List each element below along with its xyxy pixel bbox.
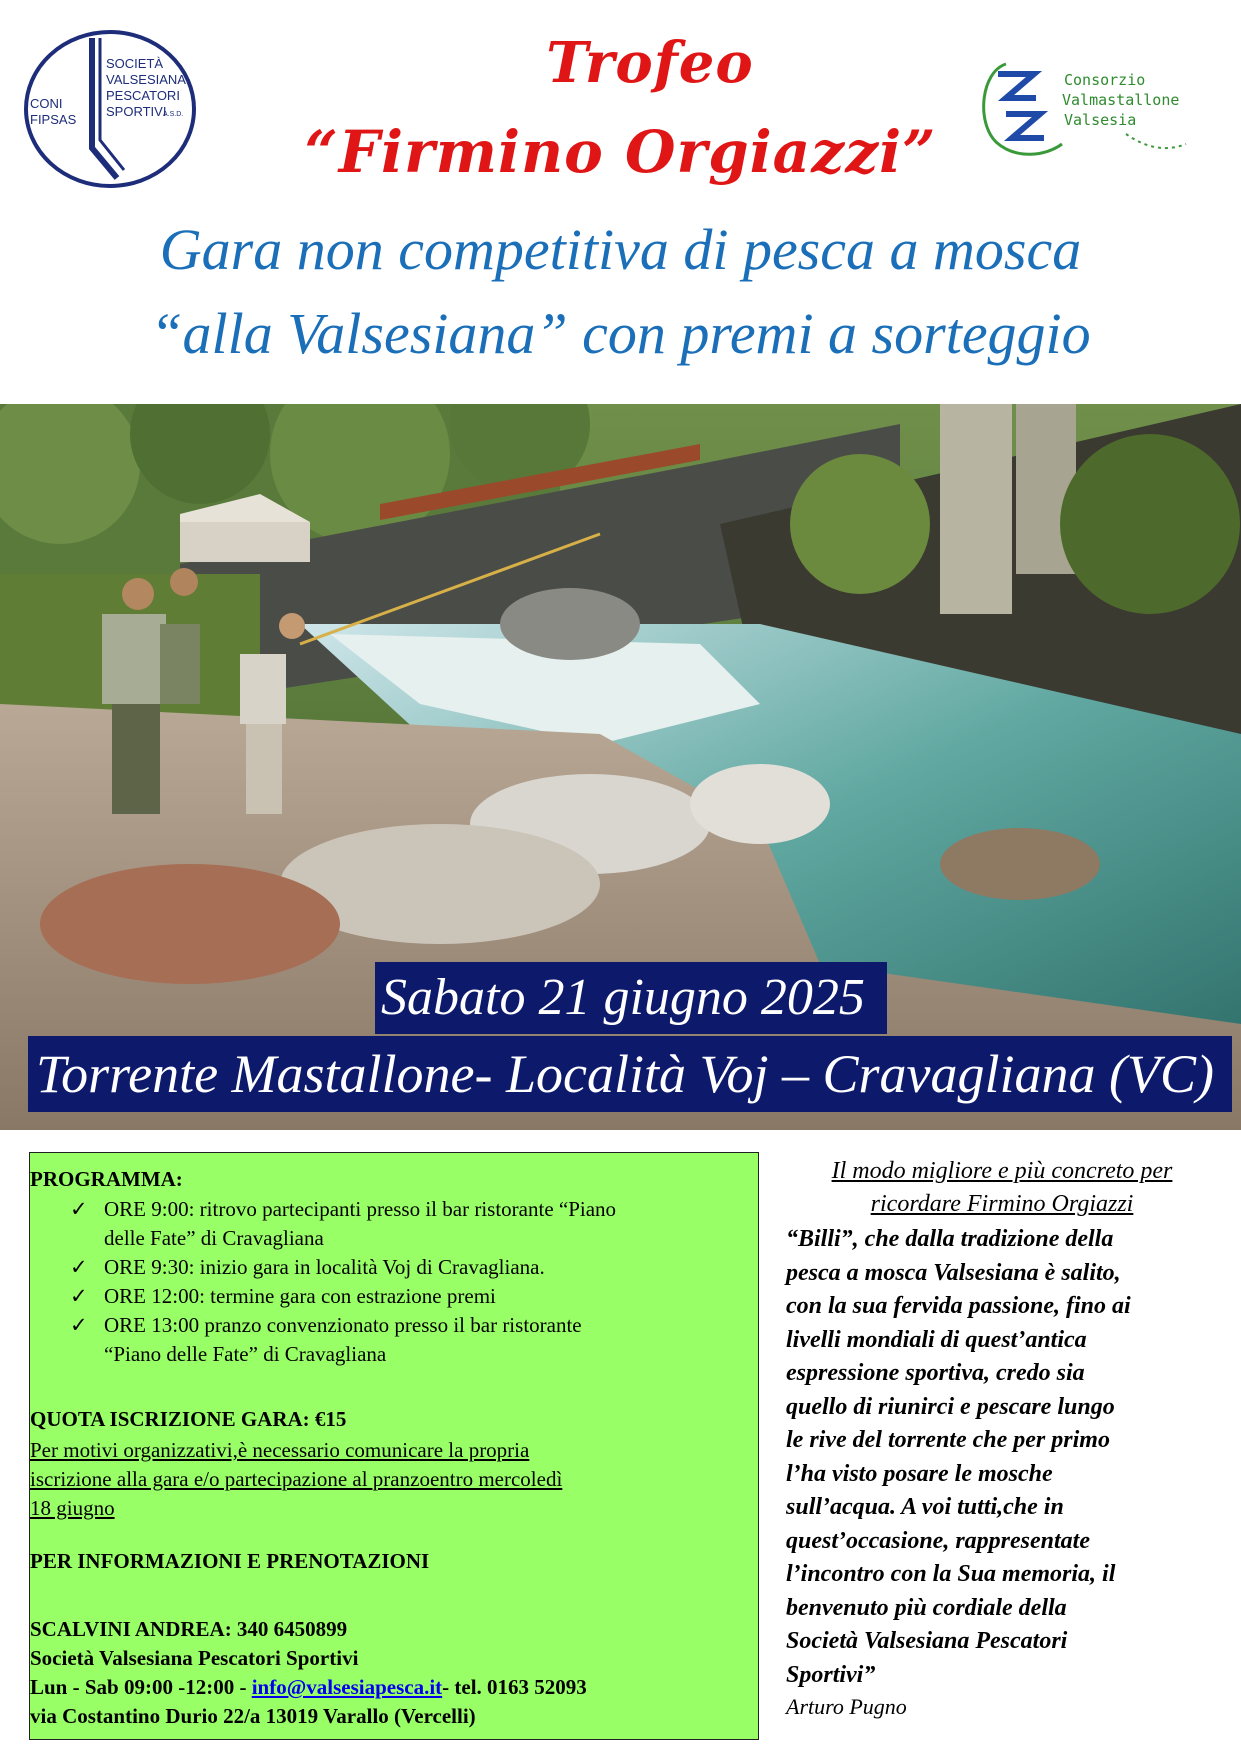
- programma-box: [29, 1152, 759, 1740]
- quote-body: [782, 1223, 1222, 1692]
- programma-title: PROGRAMMA:: [30, 1167, 183, 1191]
- contact-org: Società Valsesiana Pescatori Sportivi: [30, 1646, 359, 1670]
- quote-heading: [782, 1155, 1222, 1221]
- quote-line: livelli mondiali di quest’antica: [786, 1326, 1087, 1353]
- info-title: PER INFORMAZIONI E PRENOTAZIONI: [30, 1549, 430, 1573]
- consorzio-line1: Consorzio: [1064, 71, 1146, 89]
- consorzio-line2: Valmastallone: [1062, 91, 1180, 109]
- list-item: [30, 1195, 750, 1253]
- title-name: “Firmino Orgiazzi”: [304, 118, 937, 186]
- quote-line: Società Valsesiana Pescatori: [786, 1628, 1068, 1654]
- list-item-text: ORE 9:30: inizio gara in località Voj di Cravagliana.: [104, 1255, 545, 1279]
- title-trofeo: Trofeo: [546, 30, 754, 96]
- quote-line: espressione sportiva, credo sia: [786, 1360, 1085, 1386]
- quote-line: quest’occasione, rappresentate: [786, 1527, 1090, 1554]
- list-item-text: “Piano delle Fate” di Cravagliana: [104, 1342, 387, 1366]
- logo-text-2: VALSESIANA: [106, 72, 186, 87]
- quote-author: Arturo Pugno: [786, 1694, 907, 1719]
- quota-note-line: Per motivi organizzativi,è necessario comunicare la propria: [30, 1438, 530, 1462]
- quote-heading-line: ricordare Firmino Orgiazzi: [870, 1191, 1134, 1217]
- list-item-text: ORE 12:00: termine gara con estrazione premi: [104, 1284, 496, 1308]
- quote-line: benvenuto più cordiale della: [786, 1594, 1067, 1621]
- checkmark-icon: ✓: [70, 1255, 88, 1279]
- quote-line: quello di riunirci e pescare lungo: [786, 1393, 1115, 1420]
- list-item: [30, 1282, 750, 1311]
- memorial-quote: [782, 1155, 1222, 1722]
- list-item-text: ORE 9:00: ritrovo partecipanti presso il bar ristorante “Piano: [104, 1197, 617, 1221]
- logo-text-suffix: A.S.D.: [163, 111, 184, 118]
- logo-fipsas: FIPSAS: [30, 112, 77, 127]
- quote-line: Sportivi”: [786, 1661, 876, 1688]
- quote-line: le rive del torrente che per primo: [786, 1427, 1110, 1453]
- list-item: [30, 1311, 750, 1369]
- quote-line: pesca a mosca Valsesiana è salito,: [786, 1259, 1121, 1286]
- checkmark-icon: ✓: [70, 1197, 88, 1221]
- subtitle-line1: Gara non competitiva di pesca a mosca: [159, 217, 1082, 282]
- programma-list: [30, 1195, 750, 1369]
- consorzio-logo: [976, 52, 1192, 164]
- quote-line: l’ha visto posare le mosche: [786, 1460, 1053, 1487]
- quote-line: “Billi”, che dalla tradizione della: [786, 1226, 1114, 1252]
- quote-heading-line: Il modo migliore e più concreto per: [831, 1158, 1173, 1184]
- logo-coni: CONI: [30, 96, 63, 111]
- contact-hours: Lun - Sab 09:00 -12:00 -: [30, 1675, 252, 1699]
- checkmark-icon: ✓: [70, 1313, 88, 1337]
- event-date: Sabato 21 giugno 2025: [375, 962, 887, 1034]
- contact-hours-line: [30, 1673, 756, 1702]
- quota-note-line: 18 giugno: [30, 1496, 115, 1520]
- subtitle-line2: “alla Valsesiana” con premi a sorteggio: [150, 301, 1091, 366]
- contact-block: [30, 1615, 756, 1731]
- quota-title: QUOTA ISCRIZIONE GARA: €15: [30, 1407, 347, 1431]
- list-item: [30, 1253, 750, 1282]
- event-place: Torrente Mastallone- Località Voj – Cravagliana (VC): [28, 1036, 1232, 1112]
- logo-text-3: PESCATORI: [106, 88, 180, 103]
- quota-note-line: iscrizione alla gara e/o partecipazione al pranzoentro mercoledì: [30, 1467, 563, 1491]
- list-item-text: ORE 13:00 pranzo convenzionato presso il bar ristorante: [104, 1313, 582, 1337]
- logo-text-4: SPORTIVI: [106, 104, 167, 119]
- consorzio-line3: Valsesia: [1064, 111, 1137, 129]
- checkmark-icon: ✓: [70, 1284, 88, 1308]
- email-link[interactable]: info@valsesiapesca.it: [251, 1675, 443, 1699]
- list-item-text: delle Fate” di Cravagliana: [104, 1226, 324, 1250]
- quote-line: con la sua fervida passione, fino ai: [786, 1293, 1131, 1319]
- contact-address: via Costantino Durio 22/a 13019 Varallo (Vercelli): [30, 1704, 476, 1728]
- quote-line: sull’acqua. A voi tutti,che in: [786, 1494, 1064, 1520]
- quote-line: l’incontro con la Sua memoria, il: [786, 1561, 1116, 1587]
- contact-name: SCALVINI ANDREA: 340 6450899: [30, 1617, 348, 1641]
- logo-text-1: SOCIETÀ: [106, 56, 164, 71]
- quota-note: [30, 1436, 730, 1523]
- contact-tel: - tel. 0163 52093: [442, 1675, 587, 1699]
